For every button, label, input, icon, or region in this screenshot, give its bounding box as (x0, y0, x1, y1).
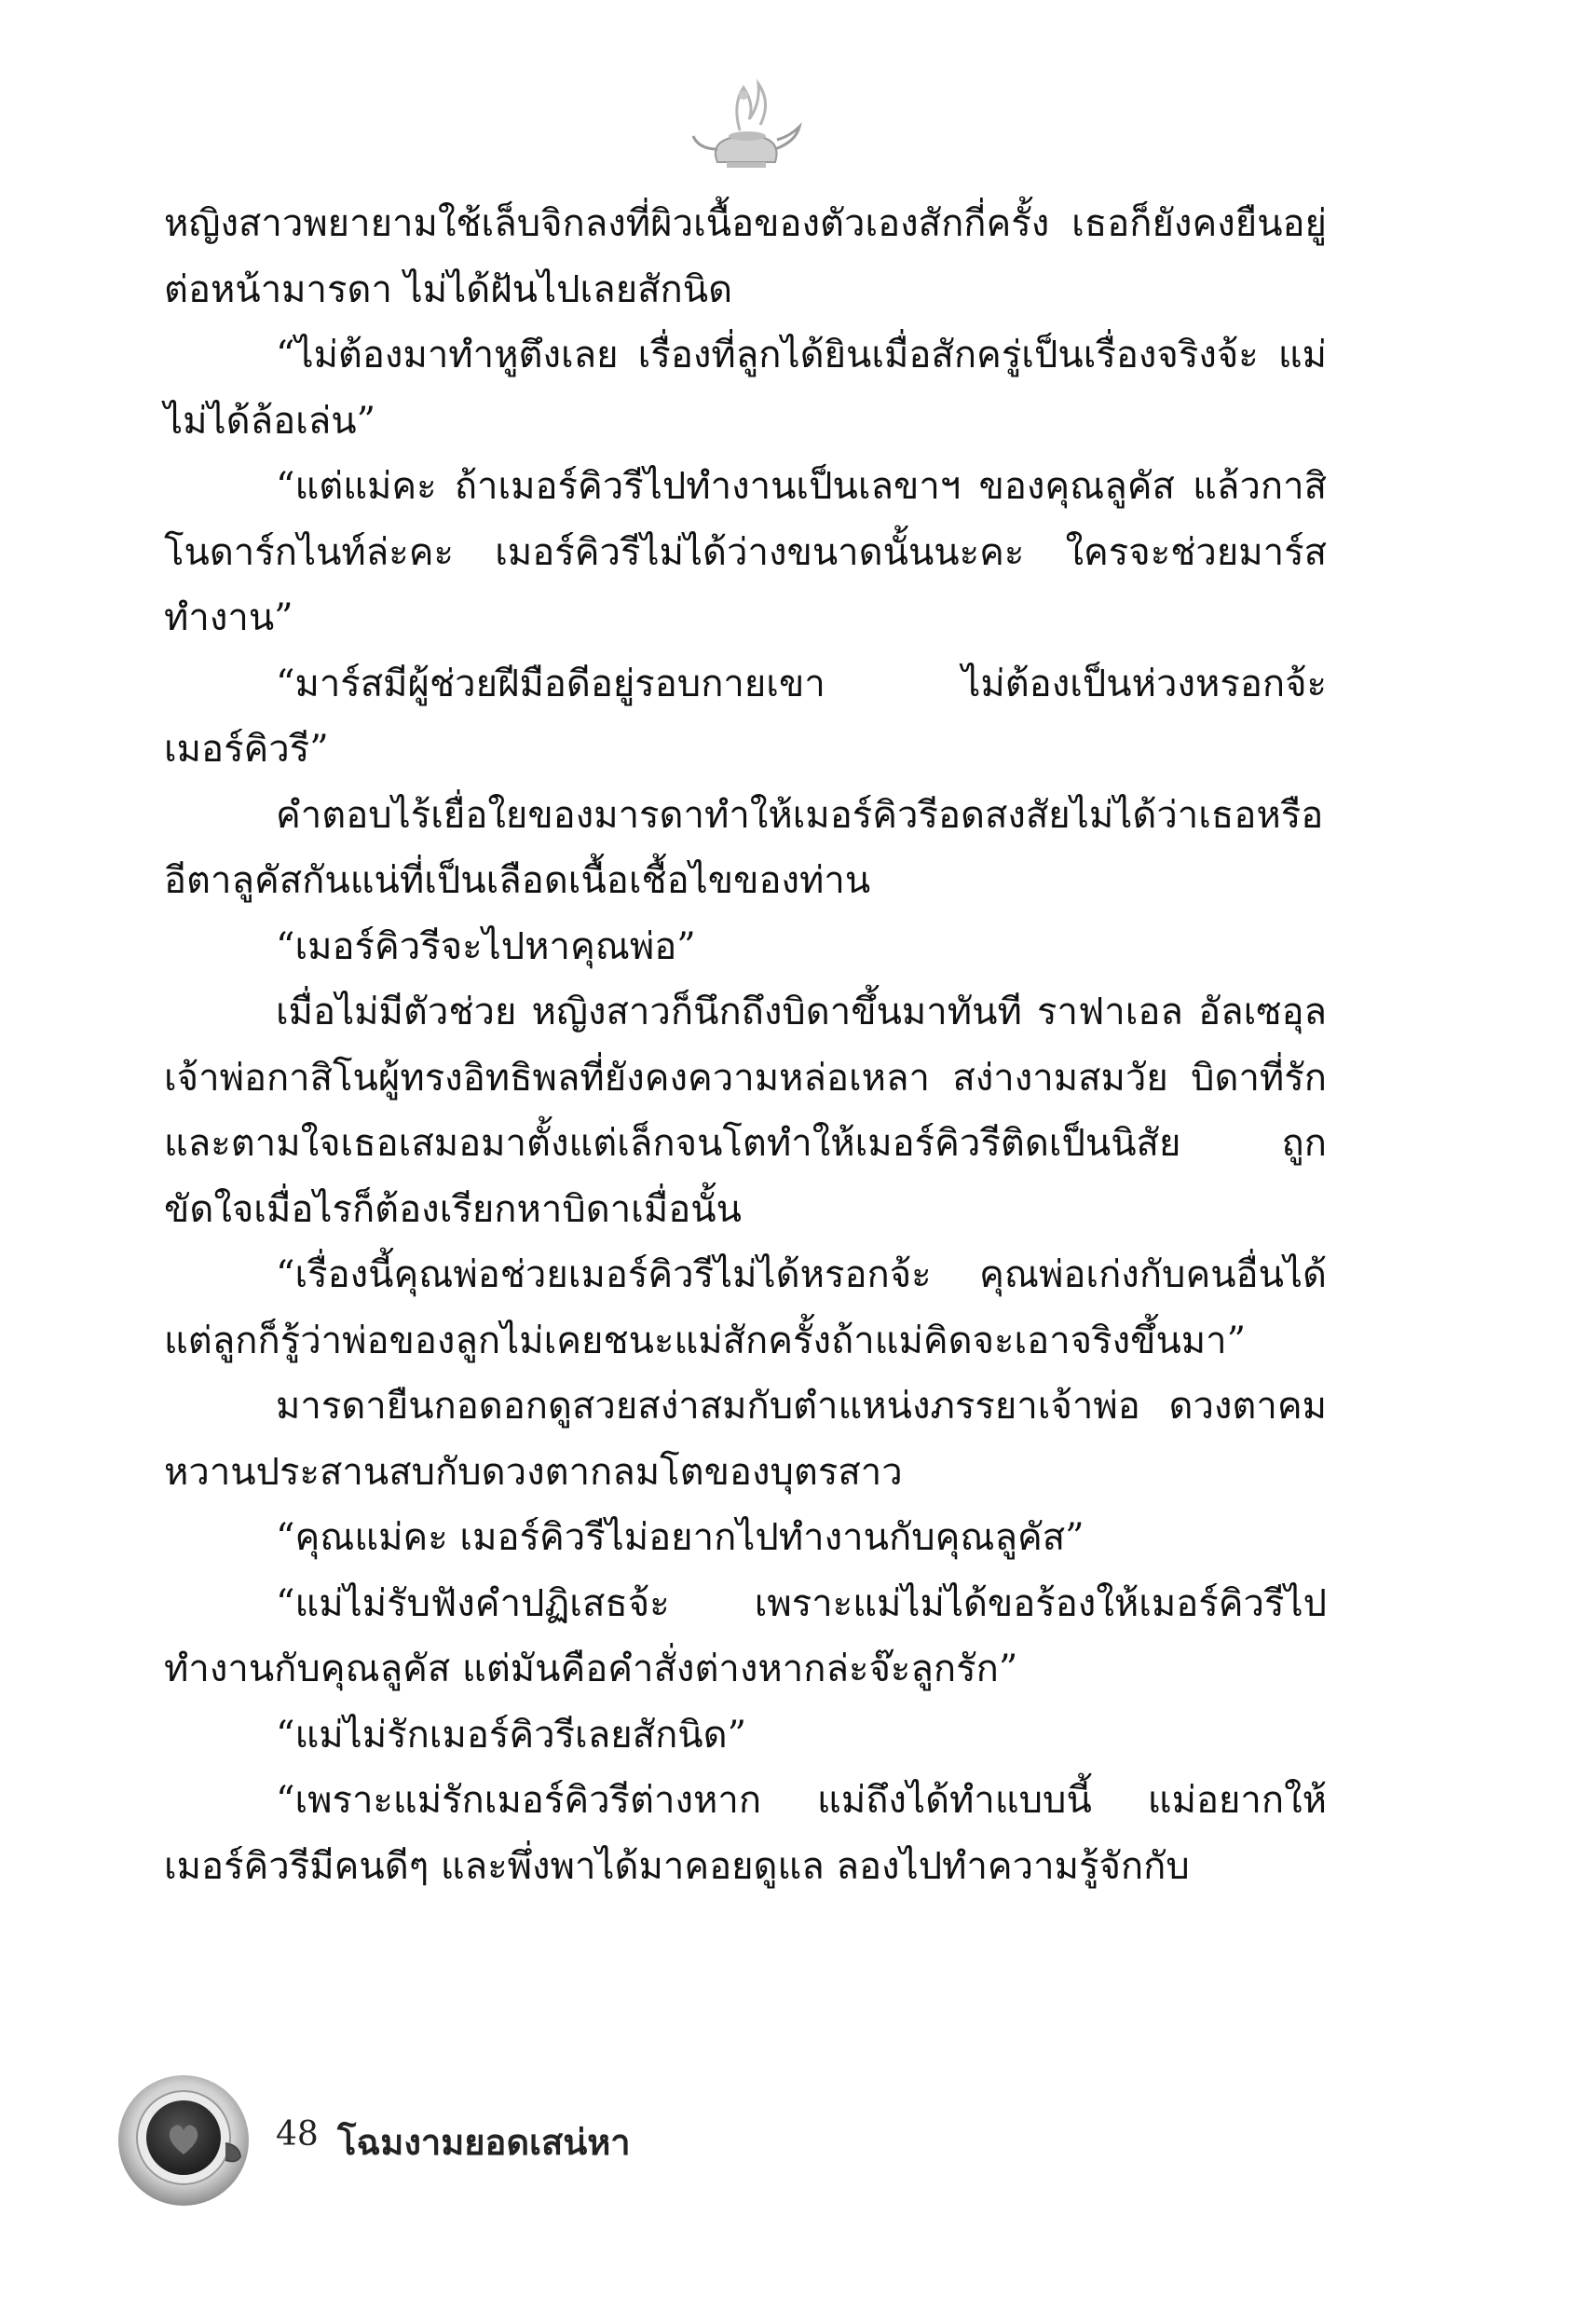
paragraph: หญิงสาวพยายามใช้เล็บจิกลงที่ผิวเนื้อของตัวเองสักกี่ครั้ง เธอก็ยังคงยืนอยู่ต่อหน้ามารดา ไม่ได้ฝันไปเลยสักนิด (164, 202, 1327, 311)
paragraph: “แม่ไม่รับฟังคำปฏิเสธจ้ะ เพราะแม่ไม่ได้ขอร้องให้เมอร์คิวรีไปทำงานกับคุณลูคัส แต่มันคือคำสั่งต่างหากล่ะจ๊ะลูกรัก” (164, 1581, 1327, 1690)
paragraph: เมื่อไม่มีตัวช่วย หญิงสาวก็นึกถึงบิดาขึ้นมาทันที ราฟาเอล อัลเซอุล เจ้าพ่อกาสิโนผู้ทรงอิทธิพลที่ยังคงความหล่อเหลา สง่างามสมวัย บิดาที่รักและตามใจเธอเสมอมาตั้งแต่เล็กจนโตทำให้เมอร์คิวรีติดเป็นนิสัย ถูกขัดใจเมื่อไรก็ต้องเรียกหาบิดาเมื่อนั้น (164, 991, 1327, 1231)
paragraph: “เพราะแม่รักเมอร์คิวรีต่างหาก แม่ถึงได้ทำแบบนี้ แม่อยากให้เมอร์คิวรีมีคนดีๆ และพึ่งพาได้มาคอยดูแล ลองไปทำความรู้จักกับ (164, 1779, 1327, 1888)
coffee-cup-icon (114, 2071, 253, 2210)
paragraph: “มาร์สมีผู้ช่วยฝีมือดีอยู่รอบกายเขา ไม่ต้องเป็นห่วงหรอกจ้ะ เมอร์คิวรี” (164, 662, 1327, 771)
paragraph: “เรื่องนี้คุณพ่อช่วยเมอร์คิวรีไม่ได้หรอกจ้ะ คุณพ่อเก่งกับคนอื่นได้ แต่ลูกก็รู้ว่าพ่อของลูกไม่เคยชนะแม่สักครั้งถ้าแม่คิดจะเอาจริงขึ้นมา” (164, 1253, 1327, 1362)
paragraph: “แต่แม่คะ ถ้าเมอร์คิวรีไปทำงานเป็นเลขาฯ ของคุณลูคัส แล้วกาสิโนดาร์กไนท์ล่ะคะ เมอร์คิวรีไม่ได้ว่างขนาดนั้นนะคะ ใครจะช่วยมาร์สทำงาน” (164, 465, 1327, 639)
book-title: โฉมงามยอดเสน่หา (337, 2122, 631, 2163)
paragraph: “แม่ไม่รักเมอร์คิวรีเลยสักนิด” (276, 1713, 747, 1757)
paragraph: “เมอร์คิวรีจะไปหาคุณพ่อ” (276, 924, 696, 968)
paragraph: “ไม่ต้องมาทำหูตึงเลย เรื่องที่ลูกได้ยินเมื่อสักครู่เป็นเรื่องจริงจ้ะ แม่ไม่ได้ล้อเล่น” (164, 334, 1327, 443)
paragraph: “คุณแม่คะ เมอร์คิวรีไม่อยากไปทำงานกับคุณลูคัส” (276, 1516, 1084, 1559)
page-footer (114, 2071, 766, 2210)
page-number: 48 (276, 2115, 319, 2154)
paragraph: คำตอบไร้เยื่อใยของมารดาทำให้เมอร์คิวรีอดสงสัยไม่ได้ว่าเธอหรืออีตาลูคัสกันแน่ที่เป็นเลือดเนื้อเชื้อไขของท่าน (164, 793, 1324, 902)
teapot-ornament-icon (686, 76, 805, 179)
body-text (164, 191, 1327, 1899)
paragraph: มารดายืนกอดอกดูสวยสง่าสมกับตำแหน่งภรรยาเจ้าพ่อ ดวงตาคมหวานประสานสบกับดวงตากลมโตของบุตรสาว (164, 1385, 1327, 1494)
